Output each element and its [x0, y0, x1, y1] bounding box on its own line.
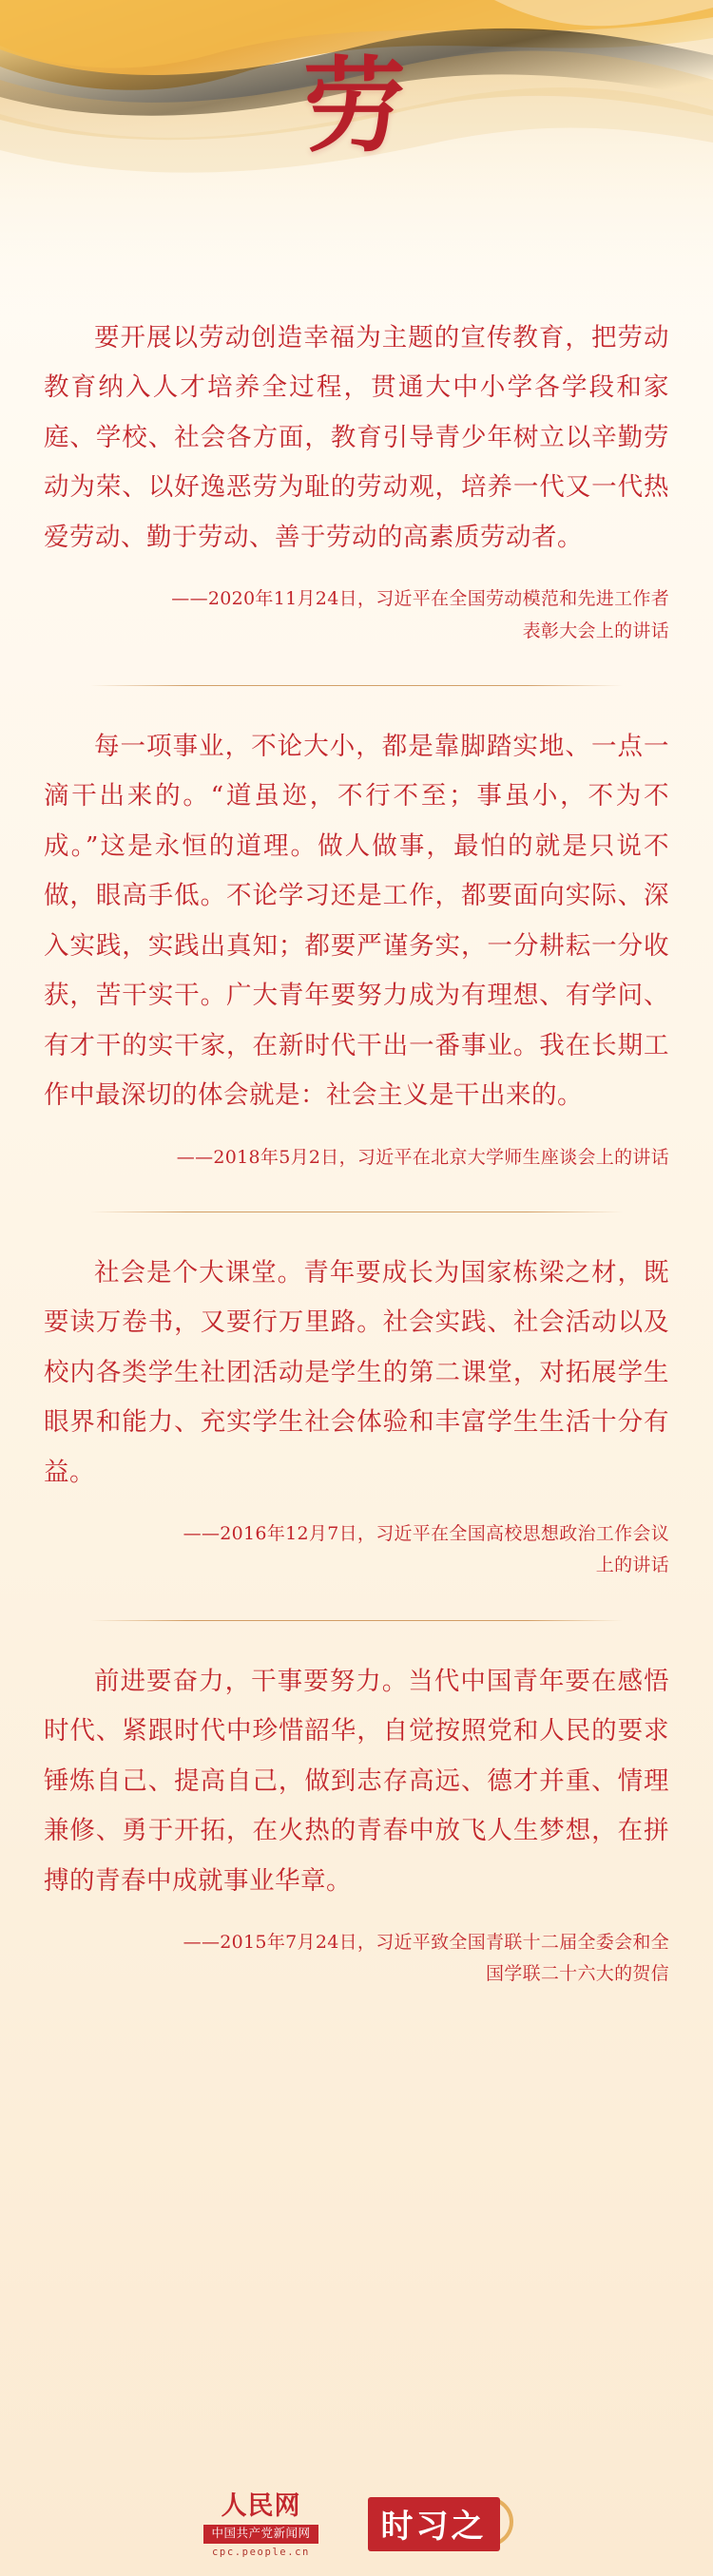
quote-source: ——2016年12月7日，习近平在全国高校思想政治工作会议上的讲话	[183, 1523, 669, 1576]
people-cn-logo[interactable]	[203, 2490, 318, 2560]
quote-list	[0, 314, 713, 1991]
shixizhi-logo-text: 时习之	[368, 2497, 500, 2551]
quote-source: ——2020年11月24日，习近平在全国劳动模范和先进工作者表彰大会上的讲话	[171, 588, 669, 641]
quote-block	[0, 314, 713, 647]
section-divider	[90, 685, 623, 686]
section-divider	[90, 1620, 623, 1621]
footer	[0, 2490, 713, 2560]
people-cn-logo-main: 人民网	[221, 2490, 301, 2521]
quote-text: 要开展以劳动创造幸福为主题的宣传教育，把劳动教育纳入人才培养全过程，贯通大中小学各学段和家庭、学校、社会各方面，教育引导青少年树立以辛勤劳动为荣、以好逸恶劳为耻的劳动观，培养一代又一代热爱劳动、勤于劳动、善于劳动的高素质劳动者。	[44, 323, 669, 552]
people-cn-logo-sub: 中国共产党新闻网	[203, 2525, 318, 2544]
people-cn-logo-url: cpc.people.cn	[212, 2546, 310, 2558]
quote-text: 每一项事业，不论大小，都是靠脚踏实地、一点一滴干出来的。“道虽迩，不行不至；事虽小，不为不成。”这是永恒的道理。做人做事，最怕的就是只说不做，眼高手低。不论学习还是工作，都要面向实际、深入实践，实践出真知；都要严谨务实，一分耕耘一分收获，苦干实干。广大青年要努力成为有理想、有学问、有才干的实干家，在新时代干出一番事业。我在长期工作中最深切的体会就是：社会主义是干出来的。	[44, 731, 669, 1111]
quote-block	[0, 1249, 713, 1582]
hero-character: 劳	[302, 47, 410, 166]
shixizhi-logo[interactable]	[362, 2493, 510, 2555]
quote-block	[0, 1657, 713, 1991]
quote-block	[0, 722, 713, 1174]
quote-text: 社会是个大课堂。青年要成长为国家栋梁之材，既要读万卷书，又要行万里路。社会实践、社会活动以及校内各类学生社团活动是学生的第二课堂，对拓展学生眼界和能力、充实学生社会体验和丰富学生生活十分有益。	[44, 1257, 669, 1487]
quote-source: ——2018年5月2日，习近平在北京大学师生座谈会上的讲话	[176, 1146, 669, 1168]
quote-text: 前进要奋力，干事要努力。当代中国青年要在感悟时代、紧跟时代中珍惜韶华，自觉按照党和人民的要求锤炼自己、提高自己，做到志存高远、德才并重、情理兼修、勇于开拓，在火热的青春中放飞人生梦想，在拼搏的青春中成就事业华章。	[44, 1666, 669, 1896]
quote-source: ——2015年7月24日，习近平致全国青联十二届全委会和全国学联二十六大的贺信	[183, 1932, 669, 1985]
